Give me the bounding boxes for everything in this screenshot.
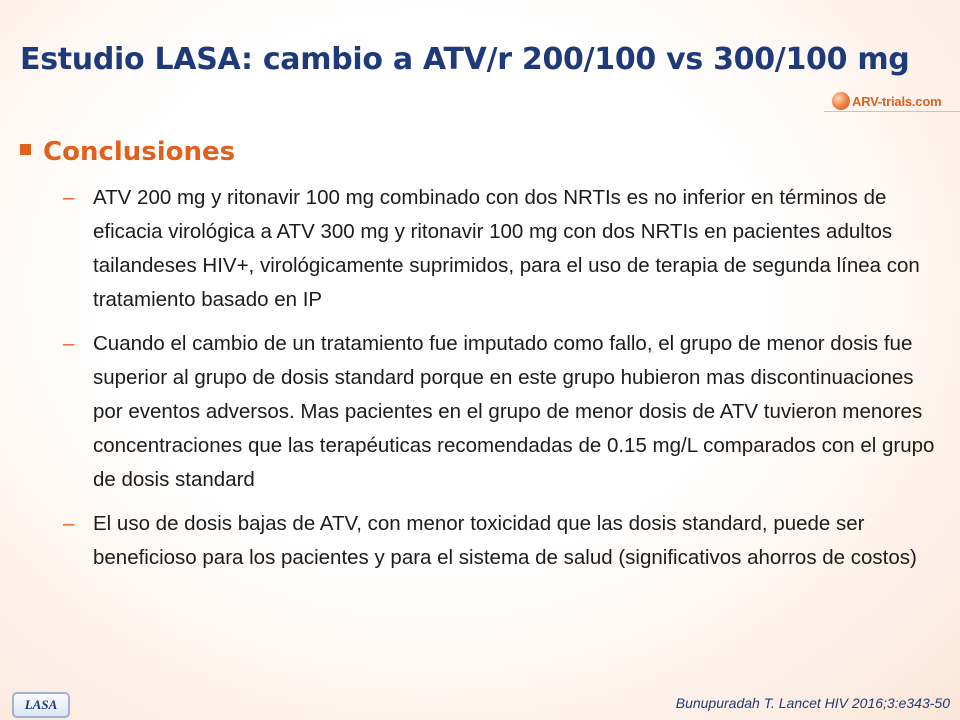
dash-bullet: – (63, 512, 75, 535)
citation: Bunupuradah T. Lancet HIV 2016;3:e343-50 (675, 695, 950, 711)
dash-bullet: – (63, 186, 75, 209)
logo-underline (824, 111, 960, 112)
list-item-text: El uso de dosis bajas de ATV, con menor toxicidad que las dosis standard, puede ser beneficioso para los pacientes y para el sistema de salud (significativos ahorros de costos) (93, 512, 917, 569)
arv-trials-logo (824, 90, 944, 114)
conclusions-list (63, 181, 938, 585)
section-heading-text: Conclusiones (43, 137, 236, 167)
slide-title: Estudio LASA: cambio a ATV/r 200/100 vs 300/100 mg (20, 42, 910, 77)
logo-text: ARV-trials.com (852, 94, 942, 109)
list-item-text: Cuando el cambio de un tratamiento fue imputado como fallo, el grupo de menor dosis fue superior al grupo de dosis standard porque en este grupo hubieron mas discontinuaciones por eventos adversos. Mas pacientes en el grupo de menor dosis de ATV tuvieron menores concentraciones que las terapéuticas recomendadas de 0.15 mg/L comparados con el grupo de dosis standard (93, 332, 935, 491)
list-item (63, 327, 938, 497)
list-item-text: ATV 200 mg y ritonavir 100 mg combinado con dos NRTIs es no inferior en términos de eficacia virológica a ATV 300 mg y ritonavir 100 mg con dos NRTIs en pacientes adultos tailandeses HIV+, virológicamente suprimidos, para el uso de terapia de segunda línea con tratamiento basado en IP (93, 186, 920, 311)
dash-bullet: – (63, 332, 75, 355)
list-item (63, 507, 938, 575)
square-bullet-icon (20, 144, 31, 155)
arv-trials-logo-icon (832, 92, 850, 110)
section-heading (20, 137, 235, 167)
list-item (63, 181, 938, 317)
lasa-badge: LASA (12, 692, 70, 718)
